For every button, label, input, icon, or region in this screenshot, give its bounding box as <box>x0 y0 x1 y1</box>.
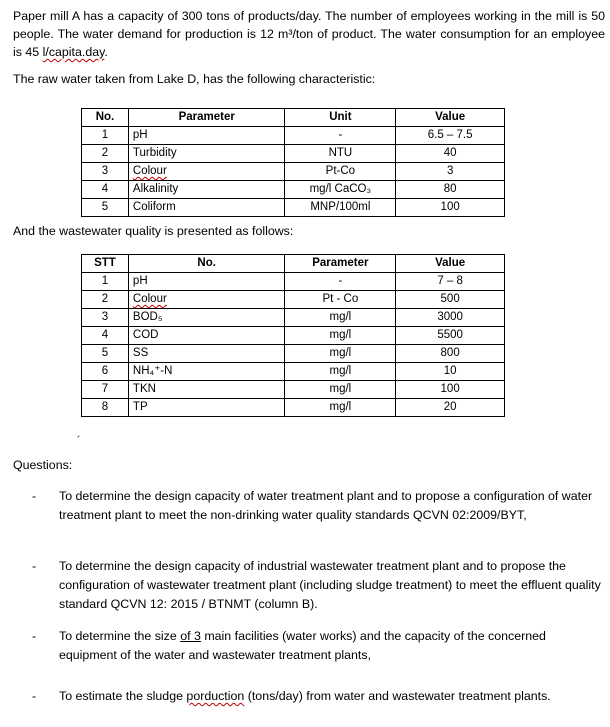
cell-no: 1 <box>82 273 129 291</box>
header-value: Value <box>396 109 505 127</box>
cell-value: 800 <box>396 345 505 363</box>
wastewater-intro: And the wastewater quality is presented as follows: <box>13 224 294 238</box>
cell-unit: mg/l <box>285 399 396 417</box>
question-text <box>59 627 605 665</box>
cell-value: 40 <box>396 145 505 163</box>
cell-no: 4 <box>82 181 129 199</box>
header-unit: Unit <box>285 109 396 127</box>
cell-unit: mg/l <box>285 381 396 399</box>
table-row <box>82 181 505 199</box>
table-row <box>82 127 505 145</box>
cell-no: 6 <box>82 363 129 381</box>
cell-no: 2 <box>82 291 129 309</box>
question-text: To determine the design capacity of industrial wastewater treatment plant and to propose the configuration of wastewater treatment plant (including sludge treatment) to meet the effluent quality standard QCVN 12: 2015 / BTNMT (column B). <box>59 559 601 611</box>
header-no: No. <box>128 255 285 273</box>
intro-text: Paper mill A has a capacity of 300 tons of products/day. The number of employees working in the mill is 50 people. The water demand for production is 12 m³/ton of product. The water consumption for an employee is 45 <box>13 9 605 59</box>
cell-value: 20 <box>396 399 505 417</box>
question-text-post: main facilities (water works) and the capacity of the concerned equipment of the water and wastewater treatment plants, <box>59 629 546 662</box>
cell-param: Colour <box>128 163 285 181</box>
table-row <box>82 309 505 327</box>
cell-no: 8 <box>82 399 129 417</box>
bullet-dash: - <box>32 489 37 503</box>
cell-no: 1 <box>82 127 129 145</box>
question-text-pre: To estimate the sludge <box>59 689 187 703</box>
cell-param: TKN <box>128 381 285 399</box>
cell-param: Colour <box>128 291 285 309</box>
cell-unit: MNP/100ml <box>285 199 396 217</box>
cell-param: BOD₅ <box>128 309 285 327</box>
cell-param: pH <box>128 127 285 145</box>
cell-value: 80 <box>396 181 505 199</box>
cell-no: 7 <box>82 381 129 399</box>
stray-mark: ´ <box>77 435 81 447</box>
cell-no: 5 <box>82 199 129 217</box>
cell-param: SS <box>128 345 285 363</box>
question-item <box>32 487 605 525</box>
question-text-post: (tons/day) from water and wastewater treatment plants. <box>244 689 551 703</box>
wastewater-table <box>81 254 505 417</box>
header-no: No. <box>82 109 129 127</box>
cell-unit: Pt-Co <box>285 163 396 181</box>
cell-param: TP <box>128 399 285 417</box>
cell-unit: mg/l <box>285 309 396 327</box>
cell-value: 6.5 – 7.5 <box>396 127 505 145</box>
cell-no: 3 <box>82 163 129 181</box>
header-parameter: Parameter <box>285 255 396 273</box>
cell-param: Coliform <box>128 199 285 217</box>
intro-paragraph <box>13 7 605 88</box>
cell-value: 100 <box>396 381 505 399</box>
question-item <box>32 557 605 614</box>
table-row <box>82 381 505 399</box>
cell-unit: mg/l <box>285 345 396 363</box>
cell-value: 7 – 8 <box>396 273 505 291</box>
bullet-dash: - <box>32 629 37 643</box>
header-value: Value <box>396 255 505 273</box>
cell-unit: - <box>285 273 396 291</box>
cell-unit: NTU <box>285 145 396 163</box>
table-row <box>82 145 505 163</box>
cell-unit: Pt - Co <box>285 291 396 309</box>
table-row <box>82 199 505 217</box>
raw-water-table <box>81 108 505 217</box>
header-parameter: Parameter <box>128 109 285 127</box>
cell-value: 3000 <box>396 309 505 327</box>
cell-value: 5500 <box>396 327 505 345</box>
header-stt: STT <box>82 255 129 273</box>
cell-unit: mg/l CaCO₃ <box>285 181 396 199</box>
cell-no: 2 <box>82 145 129 163</box>
table-row <box>82 327 505 345</box>
cell-param: COD <box>128 327 285 345</box>
question-text-misspelled: porduction <box>186 689 245 703</box>
table-row <box>82 291 505 309</box>
bullet-dash: - <box>32 559 37 573</box>
cell-no: 3 <box>82 309 129 327</box>
table-row <box>82 273 505 291</box>
question-text <box>59 687 605 706</box>
intro-dot: . <box>104 45 108 59</box>
cell-unit: mg/l <box>285 327 396 345</box>
cell-no: 5 <box>82 345 129 363</box>
cell-no: 4 <box>82 327 129 345</box>
cell-param: NH₄⁺-N <box>128 363 285 381</box>
raw-water-intro: The raw water taken from Lake D, has the following characteristic: <box>13 72 376 86</box>
cell-value: 500 <box>396 291 505 309</box>
question-item <box>32 627 605 665</box>
table-row <box>82 163 505 181</box>
question-text: To determine the design capacity of water treatment plant and to propose a configuration of water treatment plant to meet the non-drinking water quality standards QCVN 02:2009/BYT, <box>59 489 593 522</box>
questions-heading: Questions: <box>13 458 73 472</box>
question-text-pre: To determine the size <box>59 629 181 643</box>
intro-unit: l/capita.day <box>42 45 105 59</box>
table-row <box>82 345 505 363</box>
table-row <box>82 399 505 417</box>
cell-unit: mg/l <box>285 363 396 381</box>
cell-value: 3 <box>396 163 505 181</box>
cell-param: Alkalinity <box>128 181 285 199</box>
cell-value: 100 <box>396 199 505 217</box>
table-header-row <box>82 109 505 127</box>
cell-value: 10 <box>396 363 505 381</box>
question-item <box>32 687 605 706</box>
table-row <box>82 363 505 381</box>
table-header-row <box>82 255 505 273</box>
question-text-underlined: of 3 <box>180 629 201 643</box>
cell-unit: - <box>285 127 396 145</box>
cell-param: Turbidity <box>128 145 285 163</box>
cell-param: pH <box>128 273 285 291</box>
bullet-dash: - <box>32 689 37 703</box>
